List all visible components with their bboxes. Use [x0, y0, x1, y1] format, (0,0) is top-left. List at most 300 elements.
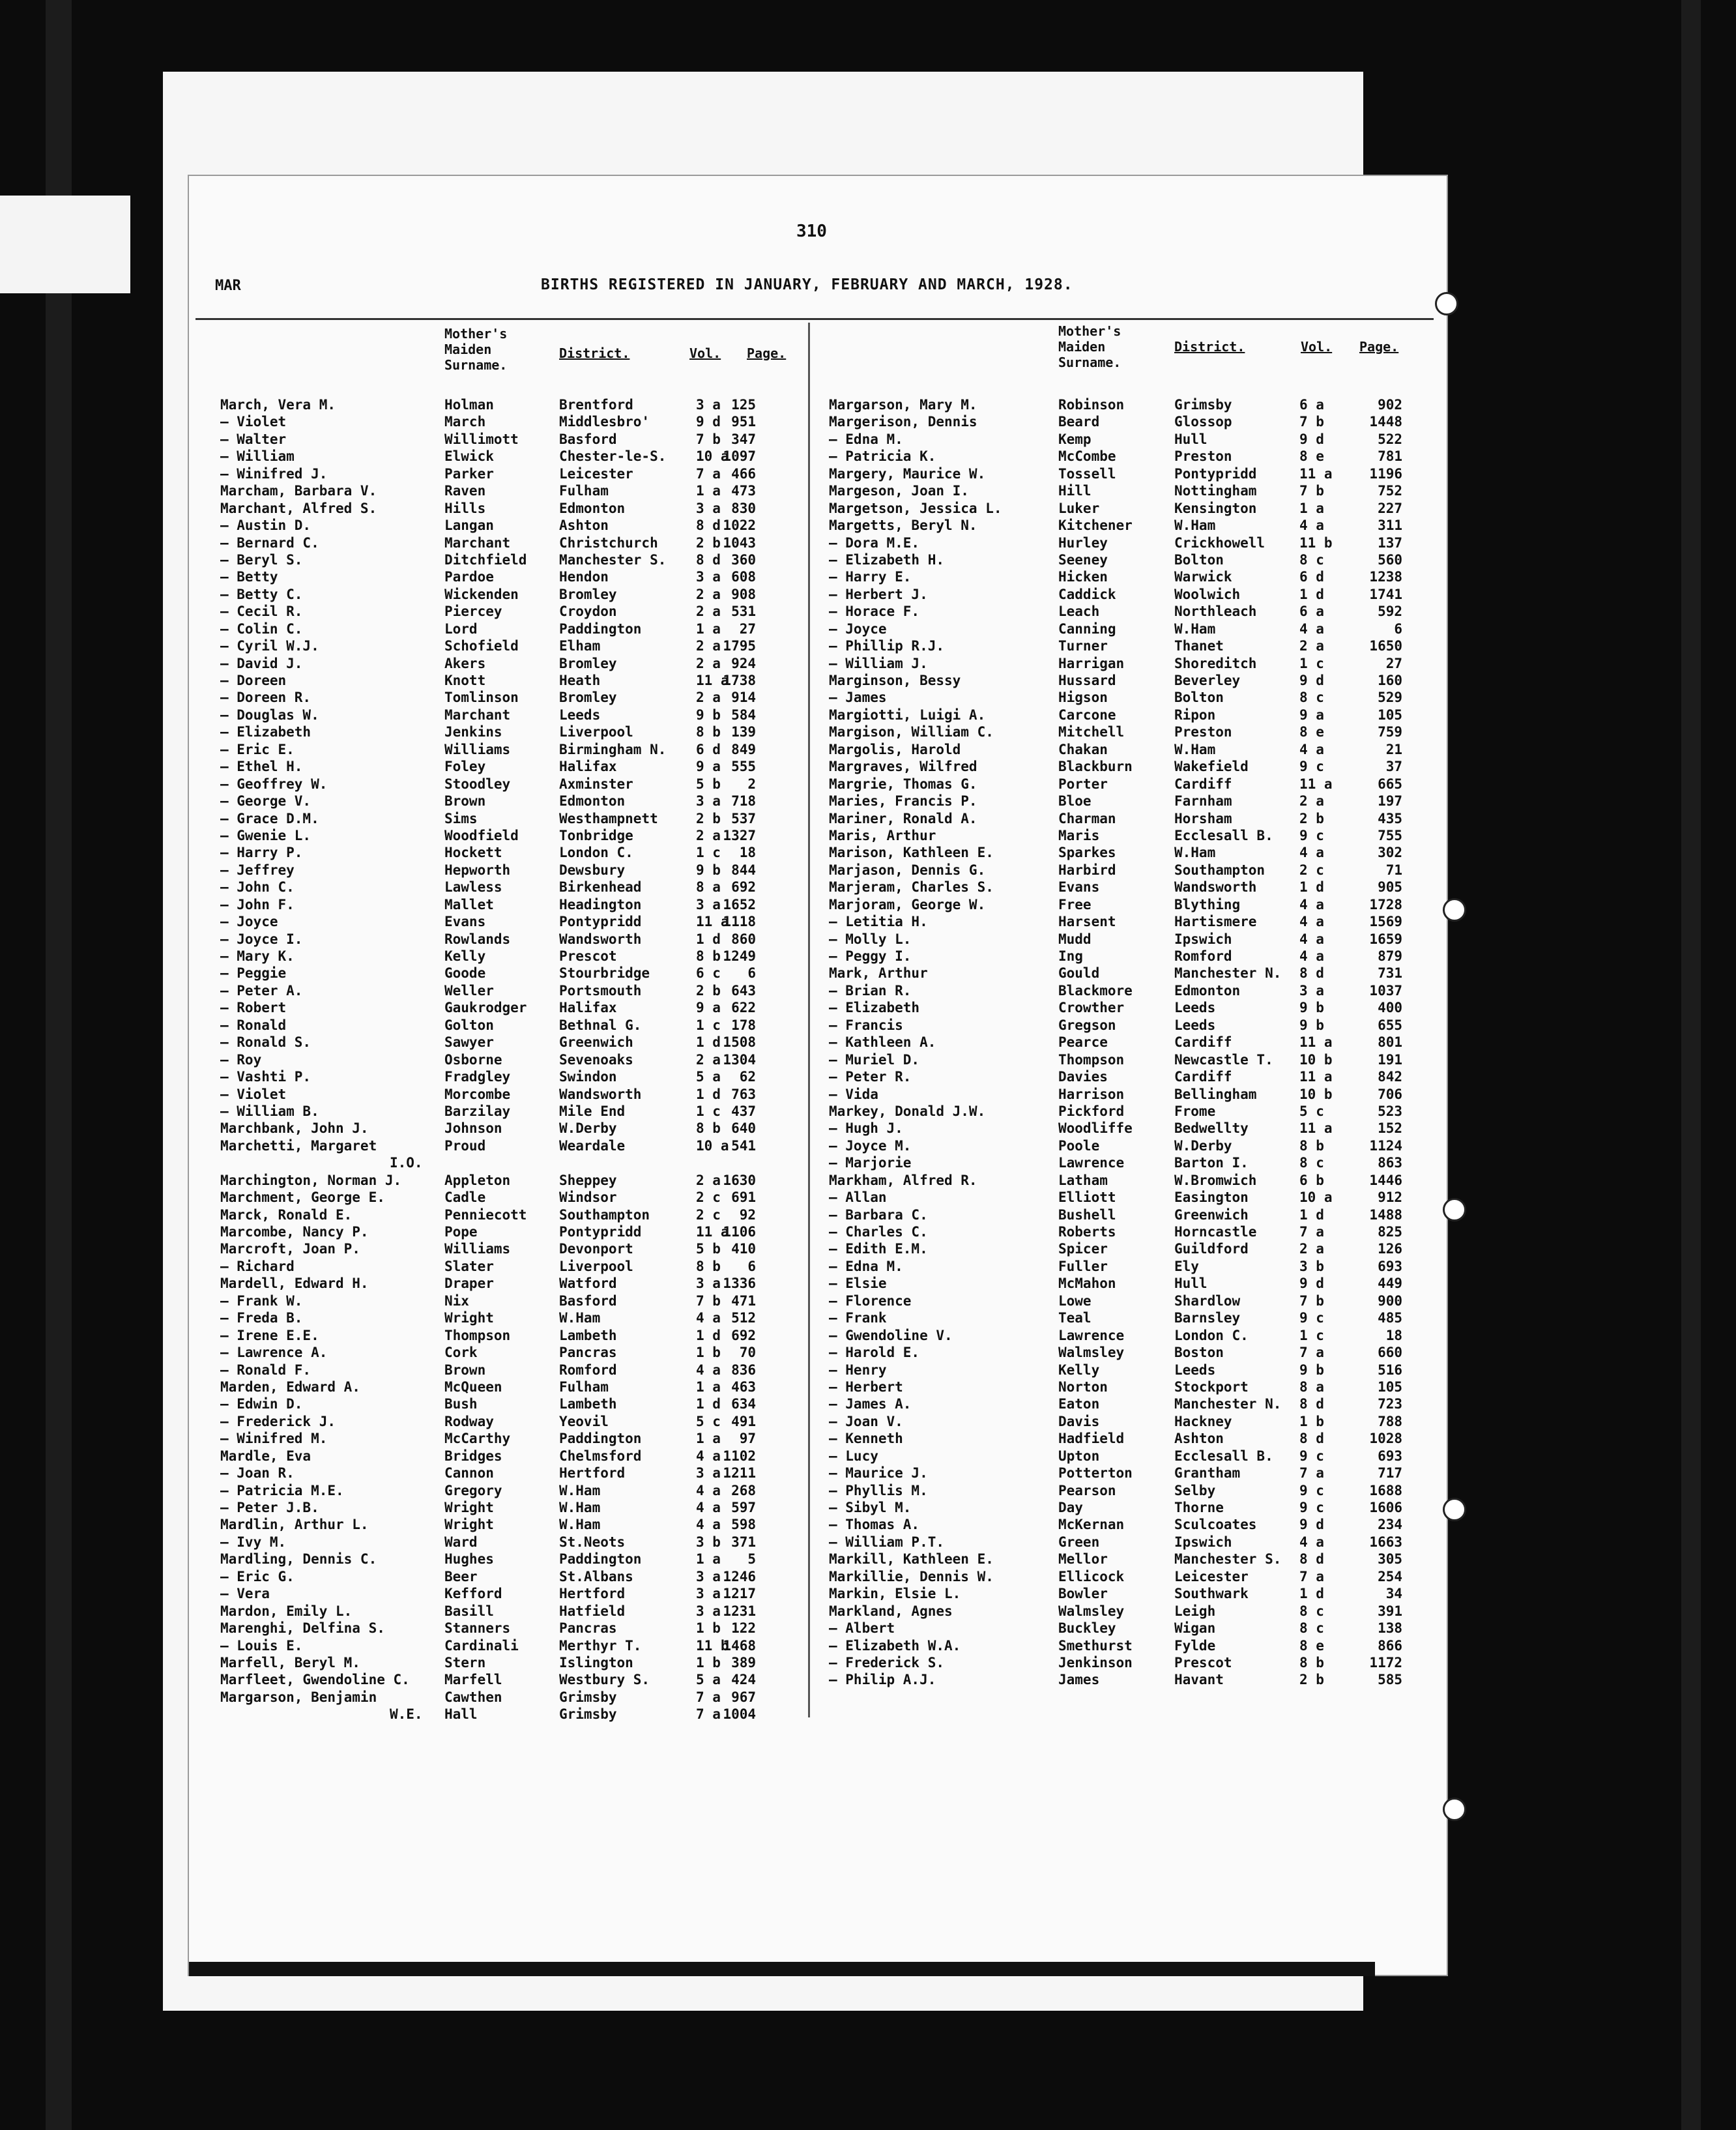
entry-name: — Frank — [829, 1310, 887, 1326]
entry-district: Fylde — [1174, 1637, 1216, 1654]
entry-row — [220, 1465, 807, 1481]
entry-name: March, Vera M. — [220, 397, 336, 413]
entry-maiden-surname: Rowlands — [444, 931, 511, 947]
entry-maiden-surname: Williams — [444, 1241, 511, 1257]
entry-maiden-surname: Appleton — [444, 1172, 511, 1188]
entry-page: 449 — [1378, 1276, 1402, 1292]
entry-name: — Violet — [220, 414, 287, 430]
entry-page: 1508 — [723, 1034, 756, 1051]
entry-maiden-surname: Gregson — [1058, 1017, 1116, 1033]
entry-district: Ecclesall B. — [1174, 827, 1273, 843]
entry-volume: 2 a — [696, 638, 721, 654]
entry-district: Preston — [1174, 448, 1232, 465]
entry-volume: 2 a — [696, 690, 721, 706]
entry-name: — Edith E.M. — [829, 1241, 928, 1257]
entry-name: — Frederick S. — [829, 1654, 945, 1670]
entry-district: Wandsworth — [559, 1086, 642, 1102]
entry-maiden-surname: Evans — [444, 914, 486, 930]
entry-name: Marison, Kathleen E. — [829, 845, 994, 861]
entry-page: 660 — [1378, 1345, 1402, 1361]
entry-name: Markland, Agnes — [829, 1603, 953, 1619]
entry-row — [829, 982, 1415, 999]
entry-volume: 10 a — [696, 1137, 729, 1154]
entry-district: Manchester N. — [1174, 965, 1282, 982]
entry-row — [829, 999, 1415, 1016]
entry-district: Watford — [559, 1276, 617, 1292]
entry-volume: 11 b — [1299, 534, 1333, 551]
entry-volume: 3 a — [696, 1568, 721, 1584]
entry-volume: 1 d — [1299, 586, 1324, 602]
entry-volume: 7 a — [1299, 1465, 1324, 1481]
entry-district: Bolton — [1174, 690, 1224, 706]
entry-volume: 8 d — [696, 551, 721, 568]
entry-volume: 4 a — [1299, 931, 1324, 947]
entry-row — [220, 879, 807, 896]
entry-row — [829, 948, 1415, 965]
entry-volume: 1 c — [696, 845, 721, 861]
entry-row — [220, 482, 807, 499]
entry-page: 717 — [1378, 1465, 1402, 1481]
entry-name: — Peter A. — [220, 982, 303, 999]
entry-name: — Louis E. — [220, 1637, 303, 1654]
entry-district: Grimsby — [1174, 397, 1232, 413]
entry-district: Romford — [1174, 948, 1232, 964]
entry-row — [220, 1068, 807, 1085]
entry-maiden-surname: Barzilay — [444, 1103, 511, 1119]
entry-volume: 4 a — [696, 1448, 721, 1464]
entry-maiden-surname: Seeney — [1058, 551, 1108, 568]
entry-name: Marchbank, John J. — [220, 1120, 369, 1137]
entry-volume: 8 b — [1299, 1137, 1324, 1154]
entry-page: 924 — [731, 655, 756, 671]
entry-maiden-surname: McCarthy — [444, 1431, 511, 1447]
entry-district: Christchurch — [559, 534, 658, 551]
entry-district: Bromley — [559, 655, 617, 671]
entry-district: Bedwellty — [1174, 1120, 1249, 1137]
entry-row — [220, 776, 807, 793]
entry-row — [829, 1413, 1415, 1430]
right-maiden-heading: Mother's Maiden Surname. — [1058, 323, 1121, 370]
entry-volume: 9 d — [1299, 431, 1324, 447]
entry-row — [220, 1620, 807, 1637]
entry-page: 1022 — [723, 518, 756, 534]
entry-page: 27 — [739, 620, 756, 637]
entry-row — [829, 1292, 1415, 1309]
entry-row — [829, 1395, 1415, 1412]
entry-page: 347 — [731, 431, 756, 447]
entry-maiden-surname: Bowler — [1058, 1586, 1108, 1602]
entry-name: Mardlin, Arthur L. — [220, 1517, 369, 1533]
entry-name: Markillie, Dennis W. — [829, 1568, 994, 1584]
entry-row — [220, 1034, 807, 1051]
entry-name: I.O. — [390, 1155, 423, 1171]
entry-page: 122 — [731, 1620, 756, 1637]
entry-district: Fulham — [559, 483, 609, 499]
entry-district: Hull — [1174, 431, 1208, 447]
entry-maiden-surname: Poole — [1058, 1137, 1100, 1154]
entry-district: Horncastle — [1174, 1224, 1257, 1240]
entry-page: 516 — [1378, 1362, 1402, 1378]
entry-maiden-surname: Blackburn — [1058, 759, 1133, 775]
entry-name: — Violet — [220, 1086, 287, 1102]
entry-page: 523 — [1378, 1103, 1402, 1119]
entry-page: 905 — [1378, 879, 1402, 896]
entry-page: 1468 — [723, 1637, 756, 1654]
entry-page: 105 — [1378, 707, 1402, 723]
entry-district: London C. — [1174, 1327, 1249, 1343]
entry-page: 537 — [731, 810, 756, 826]
entry-row — [220, 896, 807, 913]
entry-volume: 4 a — [1299, 741, 1324, 757]
entry-name: — Henry — [829, 1362, 887, 1378]
entry-name: — Ethel H. — [220, 759, 303, 775]
entry-volume: 9 c — [1299, 827, 1324, 843]
entry-district: Kensington — [1174, 500, 1257, 516]
entry-maiden-surname: Ing — [1058, 948, 1083, 964]
entry-volume: 8 c — [1299, 690, 1324, 706]
entry-row — [220, 568, 807, 585]
entry-district: Pontypridd — [1174, 465, 1257, 482]
entry-district: Beverley — [1174, 673, 1241, 688]
entry-row — [829, 965, 1415, 982]
entry-volume: 1 a — [696, 1431, 721, 1447]
entry-page: 1652 — [723, 896, 756, 912]
entry-maiden-surname: Ward — [444, 1534, 478, 1550]
entry-name: — Cecil R. — [220, 604, 303, 620]
entry-district: Westbury S. — [559, 1672, 650, 1688]
entry-name: Margrie, Thomas G. — [829, 776, 977, 792]
entry-volume: 3 a — [696, 500, 721, 516]
entry-name: — Irene E.E. — [220, 1327, 319, 1343]
entry-page: 723 — [1378, 1396, 1402, 1412]
entry-maiden-surname: Tossell — [1058, 465, 1116, 482]
entry-name: — William J. — [829, 655, 928, 671]
entry-name: — Florence — [829, 1292, 912, 1309]
entry-volume: 8 d — [1299, 1551, 1324, 1568]
entry-volume: 9 d — [1299, 1517, 1324, 1533]
entry-volume: 1 b — [696, 1620, 721, 1637]
column-divider — [808, 323, 810, 1717]
entry-maiden-surname: Pearson — [1058, 1482, 1116, 1498]
entry-volume: 3 a — [1299, 982, 1324, 999]
entry-row — [220, 1448, 807, 1465]
entry-maiden-surname: Akers — [444, 655, 486, 671]
entry-district: Halifax — [559, 1000, 617, 1016]
entry-maiden-surname: Cork — [444, 1345, 478, 1361]
entry-row — [829, 1172, 1415, 1189]
entry-page: 6 — [1394, 620, 1402, 637]
entry-row — [829, 862, 1415, 879]
entry-name: — William — [220, 448, 295, 465]
entry-page: 718 — [731, 793, 756, 810]
entry-page: 879 — [1378, 948, 1402, 964]
entry-volume: 2 c — [696, 1206, 721, 1223]
entry-page: 691 — [731, 1189, 756, 1206]
entry-district: Manchester S. — [1174, 1551, 1282, 1568]
entry-name: — Dora M.E. — [829, 534, 920, 551]
entry-volume: 7 a — [1299, 1224, 1324, 1240]
entry-name: — Joan R. — [220, 1465, 295, 1481]
entry-row — [829, 844, 1415, 861]
entry-district: W.Ham — [559, 1482, 601, 1498]
entry-volume: 11 a — [696, 673, 729, 688]
entry-maiden-surname: Upton — [1058, 1448, 1100, 1464]
entry-volume: 1 d — [696, 1327, 721, 1343]
entry-volume: 4 a — [696, 1500, 721, 1515]
entry-page: 1037 — [1369, 982, 1402, 999]
entry-row — [220, 844, 807, 861]
entry-name: — Doreen R. — [220, 690, 311, 706]
entry-district: Greenwich — [559, 1034, 633, 1051]
entry-name: — Edwin D. — [220, 1396, 303, 1412]
entry-page: 18 — [739, 845, 756, 861]
entry-page: 437 — [731, 1103, 756, 1119]
entry-name: Marck, Ronald E. — [220, 1206, 353, 1223]
entry-page: 1246 — [723, 1568, 756, 1584]
entry-row — [220, 465, 807, 482]
entry-maiden-surname: Mudd — [1058, 931, 1092, 947]
entry-row — [220, 1551, 807, 1568]
entry-page: 92 — [739, 1206, 756, 1223]
entry-row — [220, 1379, 807, 1395]
entry-district: Sevenoaks — [559, 1051, 633, 1068]
entry-maiden-surname: Lawless — [444, 879, 502, 896]
entry-name: — George V. — [220, 793, 311, 810]
entry-district: Grimsby — [559, 1706, 617, 1723]
entry-volume: 8 a — [1299, 1379, 1324, 1395]
entry-row — [829, 1189, 1415, 1206]
entry-name: Margeson, Joan I. — [829, 483, 969, 499]
entry-name: Marchment, George E. — [220, 1189, 385, 1206]
entry-page: 1659 — [1369, 931, 1402, 947]
entry-row — [220, 1362, 807, 1379]
entry-page: 608 — [731, 569, 756, 585]
entry-district: Woolwich — [1174, 586, 1241, 602]
entry-maiden-surname: Fuller — [1058, 1258, 1108, 1274]
entry-volume: 8 d — [1299, 1396, 1324, 1412]
entry-maiden-surname: Penniecott — [444, 1206, 527, 1223]
entry-volume: 10 b — [1299, 1086, 1333, 1102]
entry-district: Merthyr T. — [559, 1637, 642, 1654]
entry-maiden-surname: Langan — [444, 518, 494, 534]
entry-maiden-surname: Thompson — [444, 1327, 511, 1343]
entry-district: Bolton — [1174, 551, 1224, 568]
entry-page: 305 — [1378, 1551, 1402, 1568]
entry-volume: 6 c — [696, 965, 721, 982]
entry-name: — Gwenie L. — [220, 827, 311, 843]
entry-volume: 9 d — [696, 414, 721, 430]
entry-row — [829, 1137, 1415, 1154]
entry-page: 836 — [731, 1362, 756, 1378]
entry-name: Marenghi, Delfina S. — [220, 1620, 385, 1637]
entry-maiden-surname: Leach — [1058, 604, 1100, 620]
entry-row — [220, 1275, 807, 1292]
entry-volume: 11 a — [1299, 1034, 1333, 1051]
entry-maiden-surname: Marchant — [444, 707, 511, 723]
entry-maiden-surname: Goode — [444, 965, 486, 982]
entry-page: 463 — [731, 1379, 756, 1395]
entry-page: 191 — [1378, 1051, 1402, 1068]
entry-volume: 11 a — [1299, 1120, 1333, 1137]
entry-district: W.Ham — [1174, 741, 1216, 757]
entry-maiden-surname: Brown — [444, 793, 486, 810]
entry-volume: 4 a — [1299, 948, 1324, 964]
entry-page: 21 — [1385, 741, 1402, 757]
entry-volume: 2 a — [696, 604, 721, 620]
entry-page: 1217 — [723, 1586, 756, 1602]
entry-row — [829, 655, 1415, 672]
entry-maiden-surname: Harrigan — [1058, 655, 1125, 671]
entry-maiden-surname: McQueen — [444, 1379, 502, 1395]
entry-row — [829, 1154, 1415, 1171]
entry-volume: 5 b — [696, 1241, 721, 1257]
entry-maiden-surname: Williams — [444, 741, 511, 757]
entry-maiden-surname: Beer — [444, 1568, 478, 1584]
entry-row — [220, 637, 807, 654]
entry-name: — David J. — [220, 655, 303, 671]
entry-name: — Freda B. — [220, 1310, 303, 1326]
entry-maiden-surname: Fradgley — [444, 1069, 511, 1085]
entry-volume: 8 c — [1299, 1155, 1324, 1171]
entry-district: Pancras — [559, 1620, 617, 1637]
entry-row — [829, 1362, 1415, 1379]
entry-volume: 9 c — [1299, 1500, 1324, 1515]
entry-maiden-surname: McMahon — [1058, 1276, 1116, 1292]
entry-row — [829, 431, 1415, 448]
entry-row — [220, 999, 807, 1016]
entry-name: — Roy — [220, 1051, 262, 1068]
entry-row — [829, 1034, 1415, 1051]
entry-maiden-surname: Roberts — [1058, 1224, 1116, 1240]
entry-row — [829, 1585, 1415, 1602]
entry-page: 371 — [731, 1534, 756, 1550]
entry-name: — Geoffrey W. — [220, 776, 328, 792]
entry-district: Ely — [1174, 1258, 1199, 1274]
entry-district: Leicester — [559, 465, 633, 482]
entry-maiden-surname: Kelly — [1058, 1362, 1100, 1378]
entry-page: 5 — [747, 1551, 756, 1568]
entry-row — [220, 448, 807, 465]
entry-maiden-surname: Free — [1058, 896, 1092, 912]
entry-row — [220, 1499, 807, 1516]
entry-volume: 7 a — [696, 1706, 721, 1723]
entry-maiden-surname: Gaukrodger — [444, 1000, 527, 1016]
entry-district: Ashton — [1174, 1431, 1224, 1447]
entry-name: Markey, Donald J.W. — [829, 1103, 986, 1119]
entry-row — [220, 1637, 807, 1654]
entry-row — [220, 1327, 807, 1344]
entry-row — [220, 741, 807, 758]
entry-district: St.Albans — [559, 1568, 633, 1584]
entry-maiden-surname: McCombe — [1058, 448, 1116, 465]
entry-district: Tonbridge — [559, 827, 633, 843]
entry-volume: 3 b — [696, 1534, 721, 1550]
entry-district: Ipswich — [1174, 1534, 1232, 1550]
entry-page: 302 — [1378, 845, 1402, 861]
entry-name: — Joyce M. — [829, 1137, 912, 1154]
entry-name: Mardling, Dennis C. — [220, 1551, 377, 1568]
entry-district: W.Ham — [1174, 518, 1216, 534]
entry-district: Cardiff — [1174, 1069, 1232, 1085]
entry-name: Marginson, Bessy — [829, 673, 961, 688]
entry-name: — Vida — [829, 1086, 878, 1102]
entry-maiden-surname: Kelly — [444, 948, 486, 964]
entry-name: — Edna M. — [829, 431, 903, 447]
entry-volume: 1 b — [1299, 1413, 1324, 1429]
entry-volume: 10 a — [1299, 1189, 1333, 1206]
entry-volume: 9 c — [1299, 1482, 1324, 1498]
entry-maiden-surname: Harsent — [1058, 914, 1116, 930]
entry-row — [220, 689, 807, 706]
entry-row — [829, 1499, 1415, 1516]
entry-volume: 6 a — [1299, 604, 1324, 620]
entry-page: 860 — [731, 931, 756, 947]
entry-maiden-surname: Harbird — [1058, 862, 1116, 878]
entry-district: Birkenhead — [559, 879, 642, 896]
entry-row — [829, 741, 1415, 758]
entry-district: Leeds — [1174, 1362, 1216, 1378]
entry-volume: 2 b — [1299, 1672, 1324, 1688]
entry-volume: 1 c — [1299, 1327, 1324, 1343]
entry-row — [220, 655, 807, 672]
entry-maiden-surname: Basill — [444, 1603, 494, 1619]
entry-maiden-surname: Lord — [444, 620, 478, 637]
entry-row — [220, 1051, 807, 1068]
entry-district: Bromley — [559, 586, 617, 602]
entry-maiden-surname: Marchant — [444, 534, 511, 551]
entry-maiden-surname: Cardinali — [444, 1637, 519, 1654]
entry-page: 900 — [1378, 1292, 1402, 1309]
entry-district: W.Ham — [559, 1310, 601, 1326]
entry-volume: 3 a — [696, 793, 721, 810]
entry-row — [829, 1327, 1415, 1344]
entry-district: Paddington — [559, 1551, 642, 1568]
entry-row — [220, 672, 807, 689]
entry-name: — James — [829, 690, 887, 706]
entry-row — [220, 1534, 807, 1551]
entry-volume: 1 c — [1299, 655, 1324, 671]
entry-name: — Elizabeth — [829, 1000, 920, 1016]
entry-name: — Ronald F. — [220, 1362, 311, 1378]
entry-page: 473 — [731, 483, 756, 499]
entry-maiden-surname: Davis — [1058, 1413, 1100, 1429]
entry-page: 71 — [1385, 862, 1402, 878]
entry-maiden-surname: Pickford — [1058, 1103, 1125, 1119]
entry-district: Heath — [559, 673, 601, 688]
entry-name: Marjeram, Charles S. — [829, 879, 994, 896]
entry-district: Shoreditch — [1174, 655, 1257, 671]
entry-page: 692 — [731, 1327, 756, 1343]
entry-row — [829, 896, 1415, 913]
entry-name: Mardon, Emily L. — [220, 1603, 353, 1619]
entry-name: — Walter — [220, 431, 287, 447]
entry-volume: 11 a — [1299, 465, 1333, 482]
entry-volume: 9 c — [1299, 759, 1324, 775]
entry-row — [829, 913, 1415, 930]
entry-name: — Elizabeth H. — [829, 551, 945, 568]
entry-district: Grantham — [1174, 1465, 1241, 1481]
entry-page: 640 — [731, 1120, 756, 1137]
entry-row — [829, 1551, 1415, 1568]
entry-district: Leicester — [1174, 1568, 1249, 1584]
entry-row — [829, 603, 1415, 620]
entry-name: — Doreen — [220, 673, 287, 688]
entry-page: 1741 — [1369, 586, 1402, 602]
scanner-tab — [0, 196, 130, 293]
entry-volume: 2 a — [1299, 638, 1324, 654]
entry-row — [220, 413, 807, 430]
entry-volume: 2 a — [696, 655, 721, 671]
